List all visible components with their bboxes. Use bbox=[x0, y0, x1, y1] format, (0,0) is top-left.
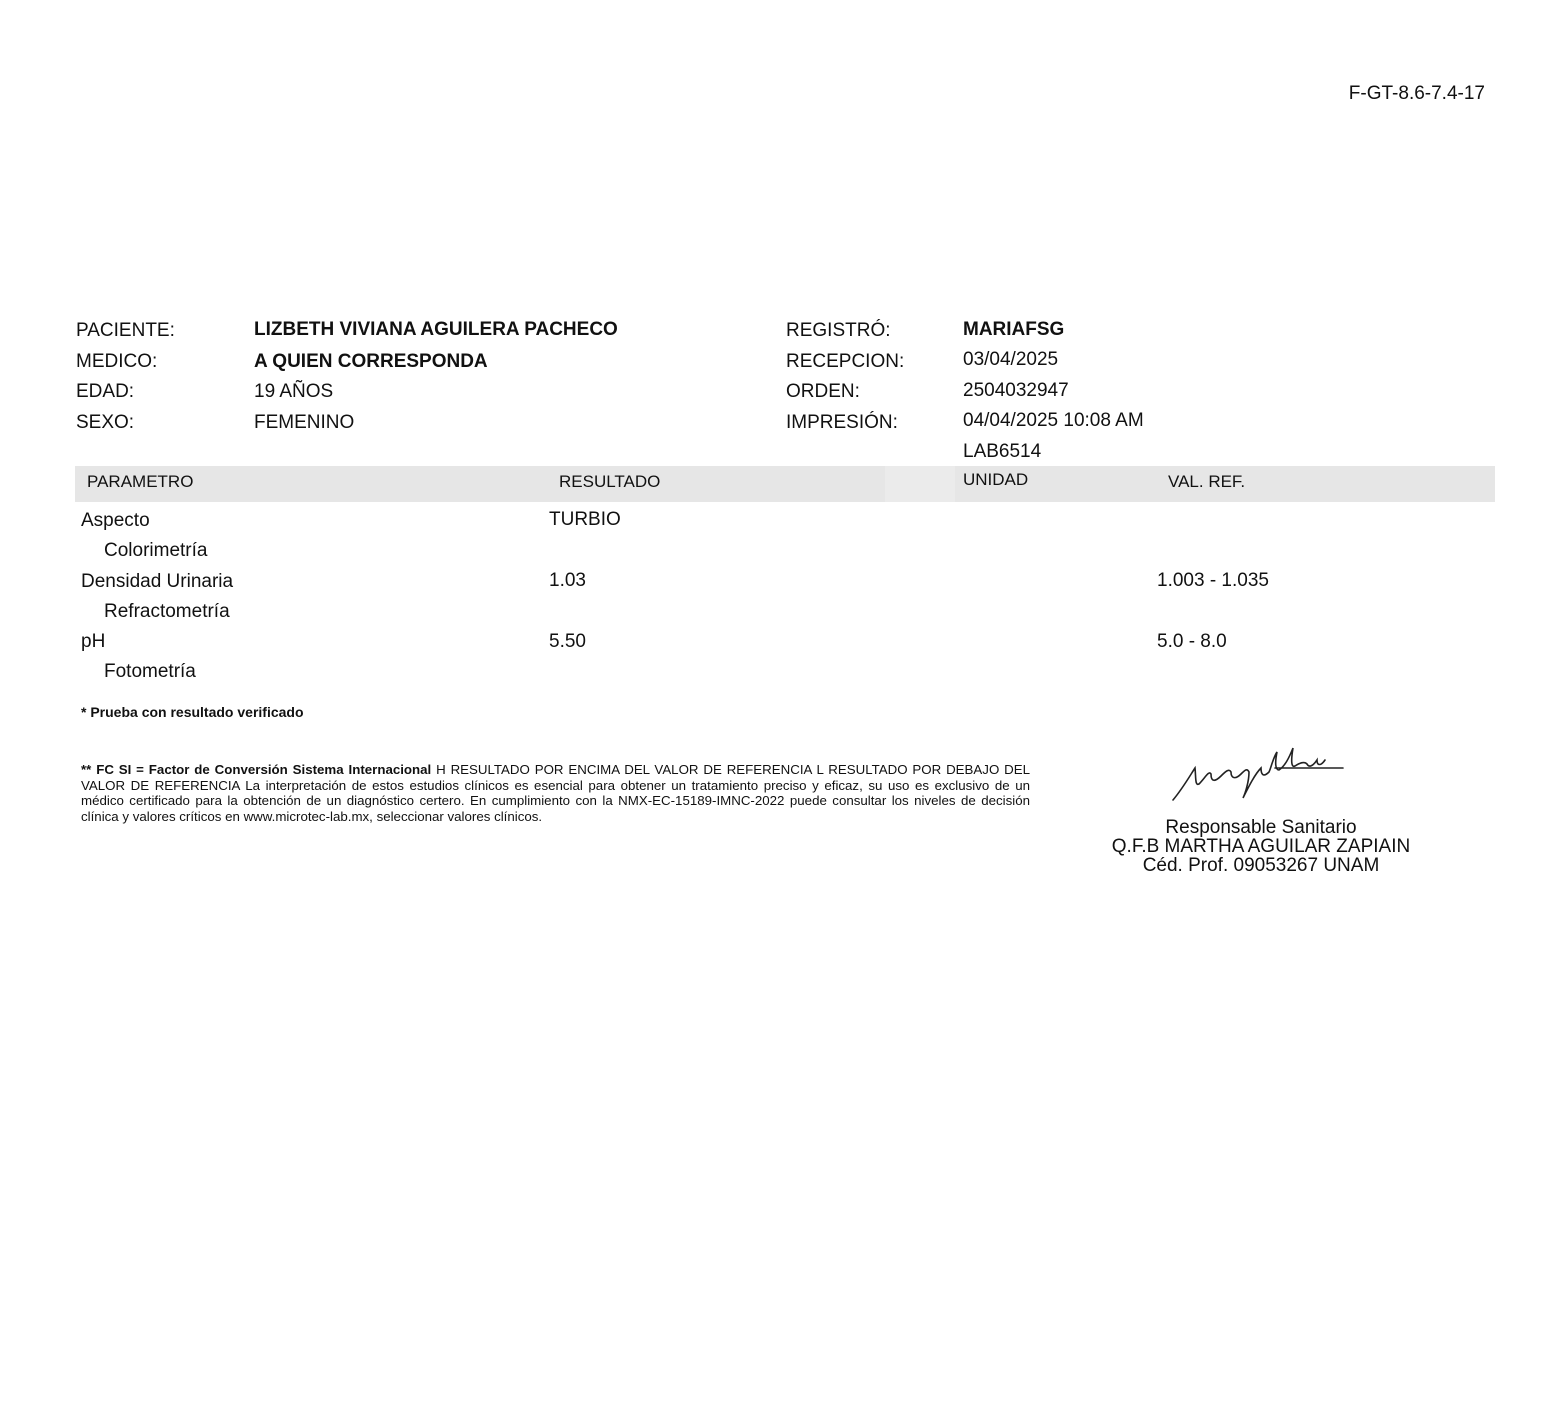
footer-body: H RESULTADO POR ENCIMA DEL VALOR DE REFERENCIA L RESULTADO POR DEBAJO DEL VALOR DE REFERENCIA La interpretación de estos estudios clínicos es esencial para obtener un tratamiento preciso y eficaz, su uso es exclusivo de un médico certificado para la obtención de un diagnóstico certero. En cumplimiento con la NMX-EC-15189-IMNC-2022 puede consultar los niveles de decisión clínica y valores críticos en www.microtec-lab.mx, seleccionar valores clínicos. bbox=[81, 762, 1030, 824]
header-unidad: UNIDAD bbox=[963, 470, 1029, 489]
patient-age: 19 AÑOS bbox=[254, 381, 334, 402]
label-registro: REGISTRÓ: bbox=[786, 320, 891, 341]
label-edad: EDAD: bbox=[76, 381, 135, 402]
footer-bold: ** FC SI = Factor de Conversión Sistema Internacional bbox=[81, 762, 432, 777]
row-densidad-valref: 1.003 - 1.035 bbox=[1157, 570, 1269, 591]
patient-sex: FEMENINO bbox=[254, 412, 355, 433]
row-aspecto-parametro: Aspecto bbox=[81, 510, 150, 531]
header-divider bbox=[885, 466, 955, 502]
signer-role: Responsable Sanitario bbox=[1165, 817, 1357, 838]
row-densidad-parametro: Densidad Urinaria bbox=[81, 571, 234, 592]
document-code: F-GT-8.6-7.4-17 bbox=[1348, 83, 1485, 104]
row-aspecto-resultado: TURBIO bbox=[549, 509, 621, 530]
row-densidad-resultado: 1.03 bbox=[549, 570, 586, 591]
row-ph-resultado: 5.50 bbox=[549, 631, 586, 652]
results-table-header bbox=[75, 466, 1495, 502]
header-resultado: RESULTADO bbox=[559, 472, 661, 491]
doctor-name: A QUIEN CORRESPONDA bbox=[254, 351, 488, 372]
header-parametro: PARAMETRO bbox=[87, 472, 194, 491]
footer-disclaimer bbox=[81, 762, 1030, 824]
row-ph-parametro: pH bbox=[81, 631, 106, 652]
verified-note: * Prueba con resultado verificado bbox=[81, 704, 304, 720]
label-recepcion: RECEPCION: bbox=[786, 351, 905, 372]
lab-code: LAB6514 bbox=[963, 441, 1042, 462]
signer-cedula: Céd. Prof. 09053267 UNAM bbox=[1142, 855, 1380, 876]
label-impresion: IMPRESIÓN: bbox=[786, 412, 898, 433]
row-aspecto-metodo: Colorimetría bbox=[104, 540, 208, 561]
patient-name: LIZBETH VIVIANA AGUILERA PACHECO bbox=[254, 319, 618, 340]
row-ph-metodo: Fotometría bbox=[104, 661, 196, 682]
registered-by: MARIAFSG bbox=[963, 319, 1065, 340]
label-paciente: PACIENTE: bbox=[76, 320, 175, 341]
label-orden: ORDEN: bbox=[786, 381, 860, 402]
label-sexo: SEXO: bbox=[76, 412, 135, 433]
header-valref: VAL. REF. bbox=[1168, 472, 1246, 491]
row-densidad-metodo: Refractometría bbox=[104, 601, 230, 622]
signer-name: Q.F.B MARTHA AGUILAR ZAPIAIN bbox=[1111, 836, 1411, 857]
row-ph-valref: 5.0 - 8.0 bbox=[1157, 631, 1227, 652]
signature-block bbox=[1080, 818, 1442, 875]
reception-date: 03/04/2025 bbox=[963, 349, 1059, 370]
order-number: 2504032947 bbox=[963, 380, 1069, 401]
print-datetime: 04/04/2025 10:08 AM bbox=[963, 410, 1144, 431]
handwritten-signature bbox=[1165, 738, 1355, 808]
label-medico: MEDICO: bbox=[76, 351, 158, 372]
